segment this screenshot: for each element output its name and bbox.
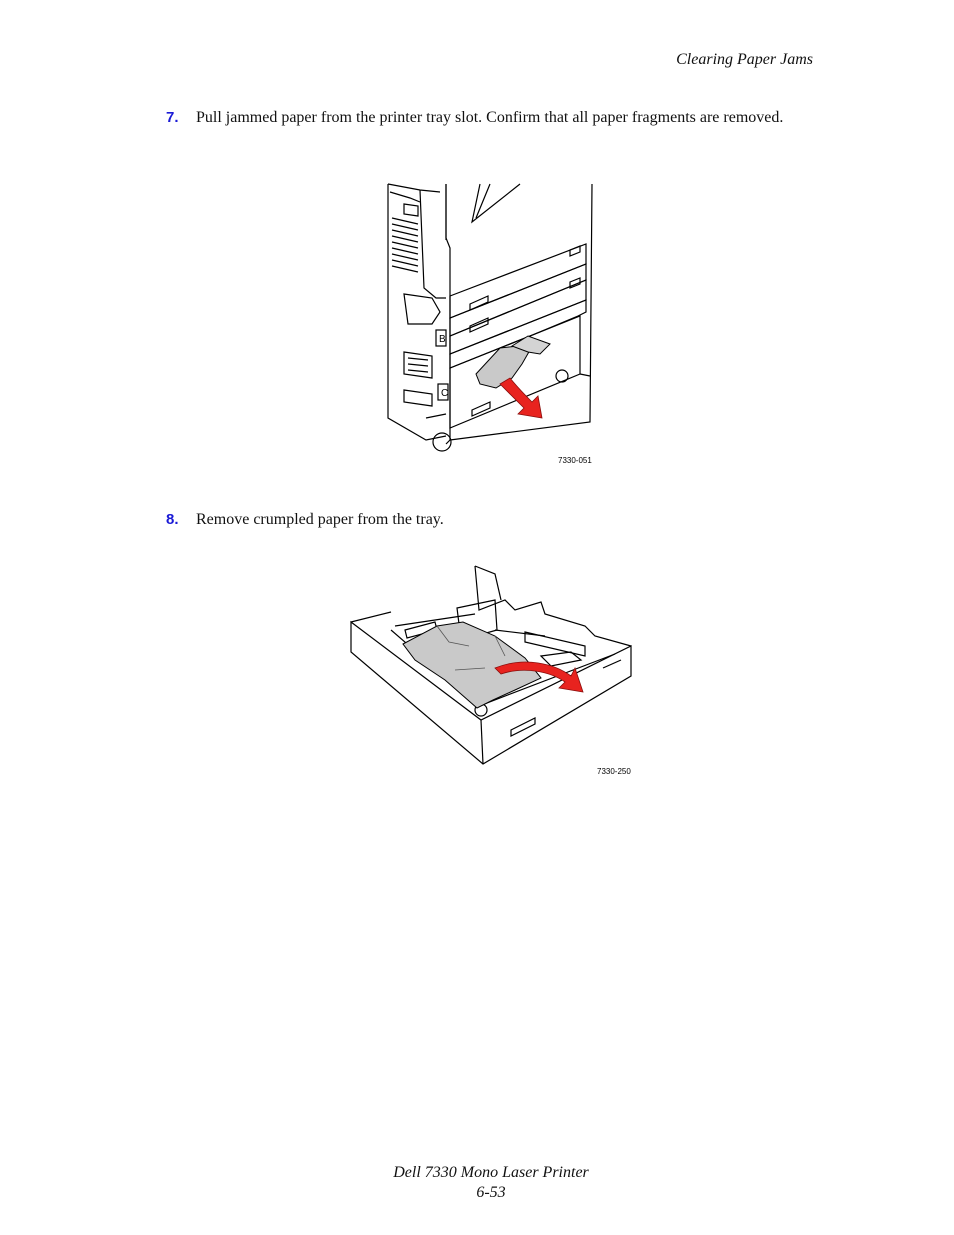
step-7 bbox=[166, 107, 786, 128]
figure-code: 7330-051 bbox=[558, 456, 592, 465]
step-text: Pull jammed paper from the printer tray slot. Confirm that all paper fragments are removed. bbox=[196, 109, 784, 126]
pull-arrow-icon bbox=[500, 378, 542, 418]
step-number: 8. bbox=[166, 511, 179, 528]
label-b: B bbox=[439, 334, 446, 345]
step-8 bbox=[166, 509, 786, 530]
printer-tray-jam-illustration bbox=[380, 178, 610, 470]
page-number: 6-53 bbox=[476, 1184, 506, 1201]
step-text: Remove crumpled paper from the tray. bbox=[196, 511, 444, 528]
figure-code: 7330-250 bbox=[597, 767, 631, 776]
step-number: 7. bbox=[166, 109, 179, 126]
label-c: C bbox=[441, 388, 449, 399]
jammed-paper bbox=[476, 346, 530, 388]
running-header: Clearing Paper Jams bbox=[676, 51, 813, 68]
page-footer bbox=[0, 1163, 954, 1203]
footer-product: Dell 7330 Mono Laser Printer bbox=[393, 1164, 589, 1181]
paper-tray-illustration bbox=[345, 560, 645, 780]
